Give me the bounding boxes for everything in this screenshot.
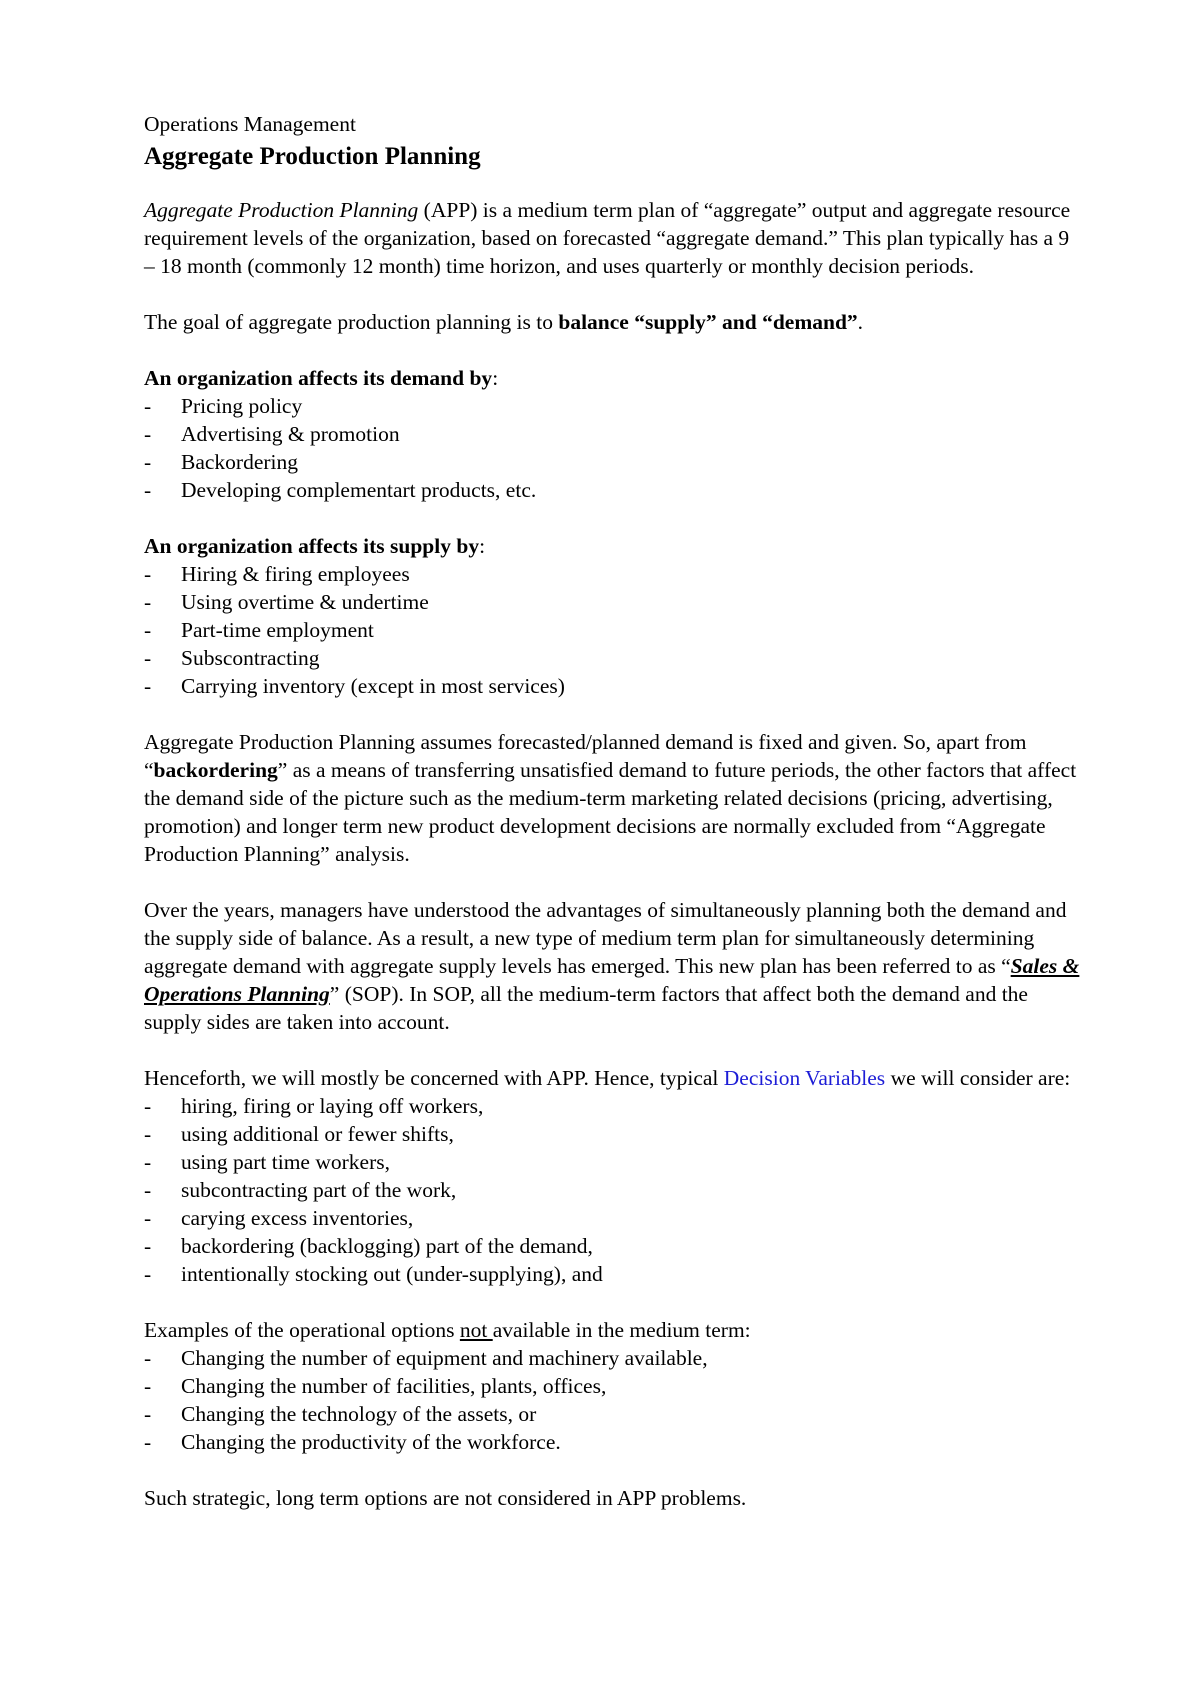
options-paragraph <box>144 1316 1084 1344</box>
list-item: - Using overtime & undertime <box>144 588 1084 616</box>
variables-text: Henceforth, we will mostly be concerned with APP. Hence, typical <box>144 1066 724 1090</box>
demand-list <box>144 392 1084 504</box>
list-item: - Advertising & promotion <box>144 420 1084 448</box>
document-title: Aggregate Production Planning <box>144 143 481 170</box>
intro-term: Aggregate Production Planning <box>144 198 419 222</box>
list-item: - Changing the number of equipment and machinery available, <box>144 1344 1084 1372</box>
assumption-paragraph <box>144 728 1084 868</box>
list-item: - Subscontracting <box>144 644 1084 672</box>
list-item: - backordering (backlogging) part of the demand, <box>144 1232 1084 1260</box>
document-page <box>144 110 1084 1512</box>
options-underlined: not <box>459 1318 493 1342</box>
variables-paragraph <box>144 1064 1084 1092</box>
options-text-end: available in the medium term: <box>492 1318 751 1342</box>
options-text: Examples of the operational options <box>144 1318 460 1342</box>
intro-paragraph <box>144 196 1084 280</box>
list-item: - Changing the number of facilities, plants, offices, <box>144 1372 1084 1400</box>
supply-heading-text: An organization affects its supply by <box>144 534 480 558</box>
sop-paragraph <box>144 896 1084 1036</box>
list-item: - using additional or fewer shifts, <box>144 1120 1084 1148</box>
supply-heading <box>144 532 1084 560</box>
list-item: - hiring, firing or laying off workers, <box>144 1092 1084 1120</box>
list-item: - carying excess inventories, <box>144 1204 1084 1232</box>
closing-paragraph: Such strategic, long term options are not considered in APP problems. <box>144 1486 747 1510</box>
options-list <box>144 1344 1084 1456</box>
decision-variables-link[interactable]: Decision Variables <box>723 1066 886 1090</box>
goal-text: The goal of aggregate production planning is to <box>144 310 559 334</box>
list-item: - intentionally stocking out (under-supplying), and <box>144 1260 1084 1288</box>
assumption-text: Aggregate Production Planning assumes forecasted/planned demand is fixed and given. So, apart from “ <box>144 730 1027 782</box>
sop-emphasis: Sales & Operations Planning <box>144 954 1080 1006</box>
sop-text-end: ” (SOP). In SOP, all the medium-term factors that affect both the demand and the supply sides are taken into account. <box>144 982 1028 1034</box>
list-item: - subcontracting part of the work, <box>144 1176 1084 1204</box>
variables-text-end: we will consider are: <box>885 1066 1071 1090</box>
intro-text: (APP) is a medium term plan of “aggregate” output and aggregate resource requirement levels of the organization, based on forecasted “aggregate demand.” This plan typically has a 9 – 18 month (commonly 12 month) time horizon, and uses quarterly or monthly decision periods. <box>144 198 1071 278</box>
demand-heading-text: An organization affects its demand by <box>144 366 493 390</box>
list-item: - Developing complementart products, etc. <box>144 476 1084 504</box>
supply-list <box>144 560 1084 700</box>
list-item: - Pricing policy <box>144 392 1084 420</box>
goal-emphasis: balance “supply” and “demand” <box>558 310 858 334</box>
list-item: - Carrying inventory (except in most services) <box>144 672 1084 700</box>
list-item: - using part time workers, <box>144 1148 1084 1176</box>
goal-end: . <box>857 310 864 334</box>
demand-heading <box>144 364 1084 392</box>
list-item: - Hiring & firing employees <box>144 560 1084 588</box>
course-name: Operations Management <box>144 112 356 136</box>
list-item: - Changing the productivity of the workforce. <box>144 1428 1084 1456</box>
supply-heading-colon: : <box>479 534 486 558</box>
list-item: - Changing the technology of the assets, or <box>144 1400 1084 1428</box>
variables-list <box>144 1092 1084 1288</box>
goal-paragraph <box>144 308 1084 336</box>
assumption-text-end: ” as a means of transferring unsatisfied demand to future periods, the other factors that affect the demand side of the picture such as the medium-term marketing related decisions (pricing, advertising, promotion) and longer term new product development decisions are normally excluded from “Aggregate Production Planning” analysis. <box>144 758 1077 866</box>
list-item: - Part-time employment <box>144 616 1084 644</box>
demand-heading-colon: : <box>492 366 499 390</box>
list-item: - Backordering <box>144 448 1084 476</box>
assumption-emphasis: backordering <box>153 758 278 782</box>
sop-text: Over the years, managers have understood the advantages of simultaneously planning both the demand and the supply side of balance. As a result, a new type of medium term plan for simultaneously determining aggregate demand with aggregate supply levels has emerged. This new plan has been referred to as “ <box>144 898 1067 978</box>
